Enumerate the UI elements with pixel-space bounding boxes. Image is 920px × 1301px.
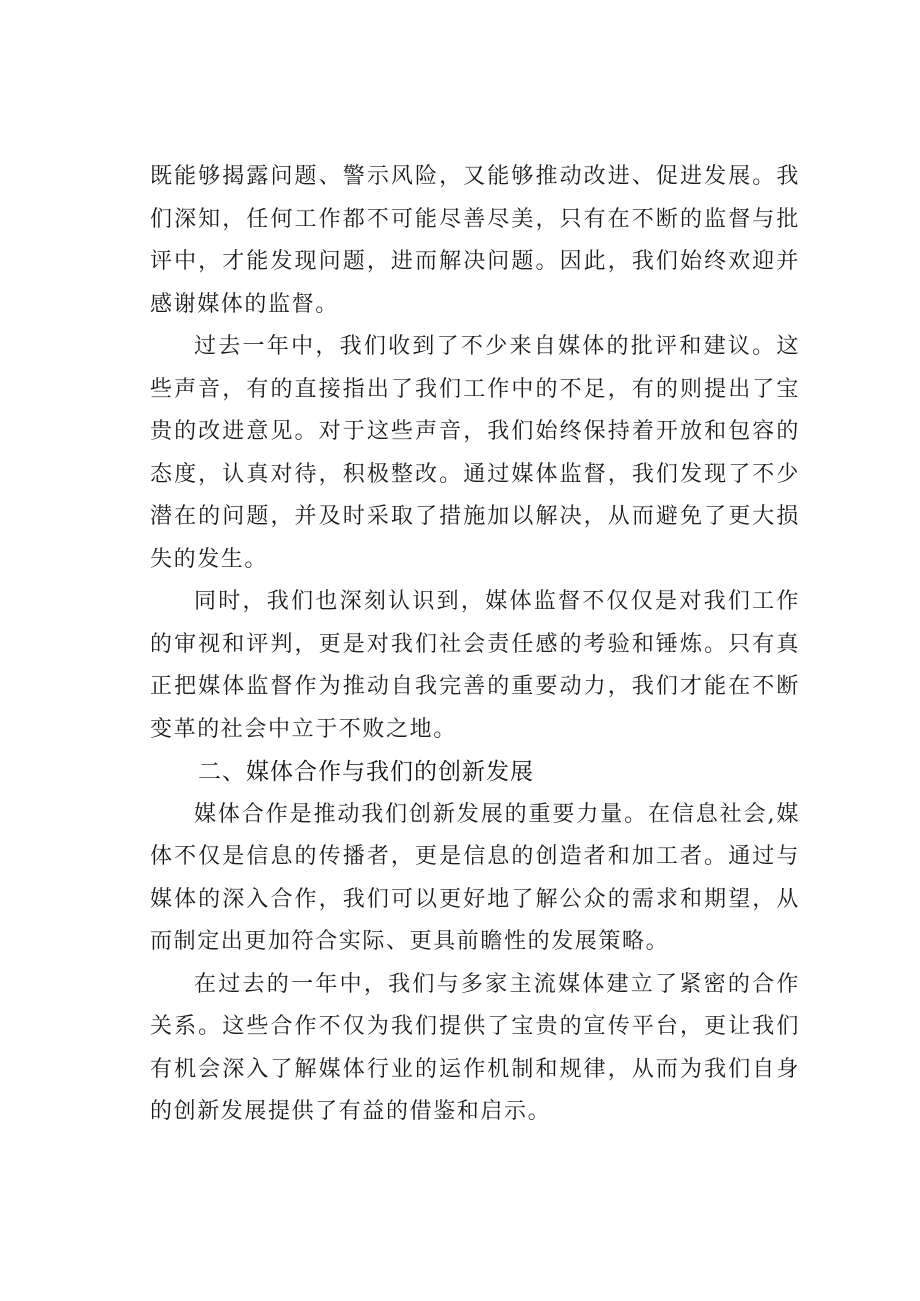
paragraph-mainstream-media: 在过去的一年中，我们与多家主流媒体建立了紧密的合作关系。这些合作不仅为我们提供了宝贵的宣传平台，更让我们有机会深入了解媒体行业的运作机制和规律，从而为我们自身的创新发展提供了有益的借鉴和启示。 — [150, 971, 800, 1124]
paragraph-media-criticism: 过去一年中，我们收到了不少来自媒体的批评和建议。这些声音，有的直接指出了我们工作中的不足，有的则提出了宝贵的改进意见。对于这些声音，我们始终保持着开放和包容的态度，认真对待，积极整改。通过媒体监督，我们发现了不少潜在的问题，并及时采取了措施加以解决，从而避免了更大损失的发生。 — [150, 334, 800, 572]
paragraph-social-responsibility: 同时，我们也深刻认识到，媒体监督不仅仅是对我们工作的审视和评判，更是对我们社会责任感的考验和锤炼。只有真正把媒体监督作为推动自我完善的重要动力，我们才能在不断变革的社会中立于不败之地。 — [150, 589, 800, 742]
section-heading: 二、媒体合作与我们的创新发展 — [198, 759, 534, 785]
document-body — [150, 156, 800, 1134]
paragraph-continued: 既能够揭露问题、警示风险，又能够推动改进、促进发展。我们深知，任何工作都不可能尽善尽美，只有在不断的监督与批评中，才能发现问题，进而解决问题。因此，我们始终欢迎并感谢媒体的监督。 — [150, 164, 800, 317]
paragraph-media-cooperation: 媒体合作是推动我们创新发展的重要力量。在信息社会,媒体不仅是信息的传播者，更是信息的创造者和加工者。通过与媒体的深入合作，我们可以更好地了解公众的需求和期望，从而制定出更加符合实际、更具前瞻性的发展策略。 — [150, 801, 800, 954]
